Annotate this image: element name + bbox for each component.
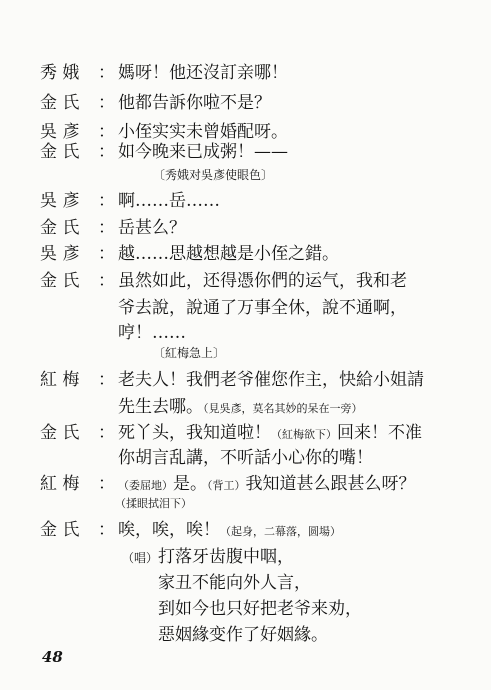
dialogue-text bbox=[118, 418, 422, 443]
colon: ： bbox=[98, 520, 115, 540]
dialogue-text: 岳甚么？ bbox=[118, 218, 186, 238]
stage-direction-text: 〔紅梅急上〕 bbox=[153, 346, 226, 360]
dialogue-text: 爷去說，說通了万事全休，說不通啊， bbox=[118, 298, 407, 318]
colon: ： bbox=[98, 142, 115, 162]
dialogue-text: 媽呀！他还沒訂亲哪！ bbox=[118, 63, 288, 83]
dialogue-text bbox=[118, 469, 416, 494]
inline-stage-note: （見吳彥，莫名其妙的呆在一旁） bbox=[203, 402, 363, 415]
dialogue-text: 虽然如此，还得憑你們的运气，我和老 bbox=[118, 271, 407, 291]
colon: ： bbox=[98, 191, 115, 211]
inline-stage-note: （起身，二幕落，圆場） bbox=[220, 525, 341, 538]
colon: ： bbox=[98, 122, 115, 142]
inline-stage-note: （背工） bbox=[207, 479, 246, 492]
speaker-name: 金 氏 bbox=[40, 423, 80, 443]
song-text-main: 打落牙齿腹中咽， bbox=[158, 547, 295, 567]
inline-stage-note: （委屈地） bbox=[118, 479, 173, 492]
colon: ： bbox=[98, 370, 115, 390]
speaker-name: 金 氏 bbox=[40, 142, 80, 162]
dialogue-text: 如今晚来已成粥！—— bbox=[118, 142, 288, 162]
stage-direction-text: 〔秀娥对吳彥使眼色〕 bbox=[153, 168, 274, 182]
dialogue-text-main: 死丫头，我知道啦！ bbox=[118, 423, 271, 443]
colon: ： bbox=[98, 474, 115, 494]
dialogue-text: 越……思越想越是小侄之錯。 bbox=[118, 244, 339, 264]
dialogue-text: 你胡言乱講，不听話小心你的嘴！ bbox=[118, 448, 373, 468]
speaker-name: 紅 梅 bbox=[40, 474, 80, 494]
speaker-name: 金 氏 bbox=[40, 93, 80, 113]
speaker-name: 吳 彥 bbox=[40, 244, 80, 264]
stage-direction-text: （揉眼拭泪下） bbox=[115, 497, 192, 510]
dialogue-text-tail: 回来！不准 bbox=[337, 423, 422, 443]
colon: ： bbox=[98, 93, 115, 113]
song-text: 惡姻緣变作了好姻緣。 bbox=[158, 625, 328, 645]
colon: ： bbox=[98, 423, 115, 443]
sing-marker: （唱） bbox=[122, 551, 159, 565]
dialogue-text: 老夫人！我們老爷催您作主，快給小姐請 bbox=[118, 370, 424, 390]
speaker-name: 吳 彥 bbox=[40, 191, 80, 211]
dialogue-text bbox=[118, 515, 341, 540]
colon: ： bbox=[98, 271, 115, 291]
dialogue-text: 哼！…… bbox=[118, 323, 186, 343]
dialogue-text: 小侄实实未曾婚配呀。 bbox=[118, 122, 288, 142]
song-text: 到如今也只好把老爷来劝， bbox=[158, 599, 362, 619]
dialogue-text-main: 是。 bbox=[173, 474, 207, 494]
colon: ： bbox=[98, 244, 115, 264]
colon: ： bbox=[98, 218, 115, 238]
dialogue-text-tail: 我知道甚么跟甚么呀？ bbox=[245, 474, 416, 494]
song-text bbox=[122, 542, 294, 567]
speaker-name: 紅 梅 bbox=[40, 370, 80, 390]
dialogue-text-main: 先生去哪。 bbox=[118, 397, 203, 417]
dialogue-text bbox=[118, 392, 363, 417]
dialogue-text-main: 唉，唉，唉！ bbox=[118, 520, 220, 540]
dialogue-text: 啊……岳…… bbox=[118, 191, 220, 211]
inline-stage-note: （紅梅欲下） bbox=[271, 428, 337, 441]
speaker-name: 金 氏 bbox=[40, 520, 80, 540]
colon: ： bbox=[98, 63, 115, 83]
speaker-name: 秀 娥 bbox=[40, 63, 80, 83]
dialogue-text: 他都告訴你啦不是？ bbox=[118, 93, 271, 113]
speaker-name: 金 氏 bbox=[40, 271, 80, 291]
speaker-name: 金 氏 bbox=[40, 218, 80, 238]
song-text: 家丑不能向外人言， bbox=[158, 573, 311, 593]
page-number: 48 bbox=[42, 648, 63, 666]
speaker-name: 吳 彥 bbox=[40, 122, 80, 142]
